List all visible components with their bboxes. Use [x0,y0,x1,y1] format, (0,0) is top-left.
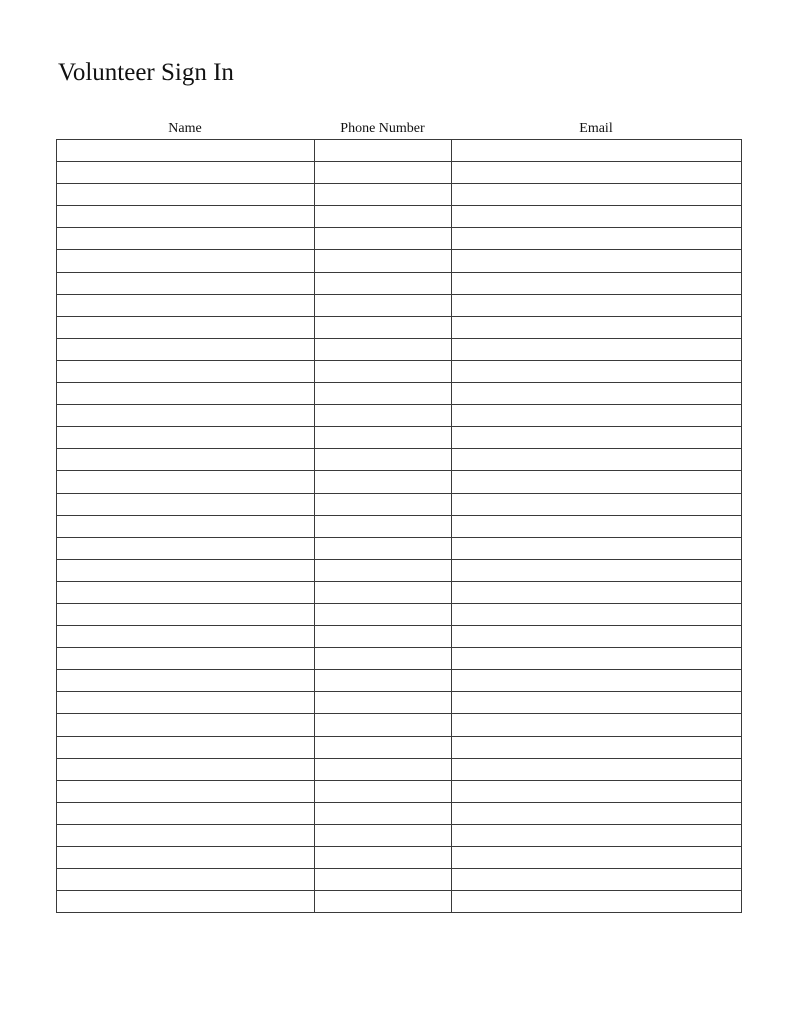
name-cell[interactable] [57,802,315,824]
table-row [57,559,742,581]
phone-number-cell[interactable] [315,294,452,316]
name-cell[interactable] [57,316,315,338]
email-cell[interactable] [452,714,742,736]
phone-number-cell[interactable] [315,847,452,869]
name-cell[interactable] [57,449,315,471]
phone-number-cell[interactable] [315,714,452,736]
table-row [57,537,742,559]
table-row [57,670,742,692]
table-row [57,824,742,846]
email-cell[interactable] [452,736,742,758]
table-row [57,427,742,449]
table-row [57,891,742,913]
table-row [57,493,742,515]
name-cell[interactable] [57,692,315,714]
name-cell[interactable] [57,383,315,405]
email-cell[interactable] [452,537,742,559]
phone-number-cell[interactable] [315,405,452,427]
table-row [57,692,742,714]
name-cell[interactable] [57,758,315,780]
name-cell[interactable] [57,603,315,625]
phone-number-cell[interactable] [315,493,452,515]
email-cell[interactable] [452,294,742,316]
name-cell[interactable] [57,338,315,360]
table-row [57,626,742,648]
email-cell[interactable] [452,692,742,714]
name-cell[interactable] [57,294,315,316]
email-cell[interactable] [452,626,742,648]
table-row [57,206,742,228]
phone-number-cell[interactable] [315,316,452,338]
table-row [57,383,742,405]
name-cell[interactable] [57,559,315,581]
table-row [57,162,742,184]
email-cell[interactable] [452,559,742,581]
table-row [57,758,742,780]
name-cell[interactable] [57,206,315,228]
table-row [57,250,742,272]
name-cell[interactable] [57,272,315,294]
phone-number-cell[interactable] [315,626,452,648]
email-cell[interactable] [452,405,742,427]
table-row [57,603,742,625]
phone-number-cell[interactable] [315,228,452,250]
phone-number-cell[interactable] [315,162,452,184]
email-cell[interactable] [452,272,742,294]
phone-number-cell[interactable] [315,206,452,228]
email-cell[interactable] [452,515,742,537]
table-row [57,294,742,316]
name-cell[interactable] [57,648,315,670]
sign-in-table [56,139,742,913]
table-row [57,449,742,471]
name-cell[interactable] [57,228,315,250]
name-cell[interactable] [57,140,315,162]
name-cell[interactable] [57,869,315,891]
email-cell[interactable] [452,449,742,471]
phone-number-cell[interactable] [315,471,452,493]
phone-number-cell[interactable] [315,670,452,692]
column-header-phone-number: Phone Number [340,121,425,136]
phone-number-cell[interactable] [315,802,452,824]
table-row [57,714,742,736]
email-cell[interactable] [452,140,742,162]
phone-number-cell[interactable] [315,758,452,780]
table-row [57,802,742,824]
name-cell[interactable] [57,714,315,736]
email-cell[interactable] [452,206,742,228]
phone-number-cell[interactable] [315,603,452,625]
table-row [57,581,742,603]
column-header-name: Name [168,121,202,136]
name-cell[interactable] [57,736,315,758]
phone-number-cell[interactable] [315,449,452,471]
table-row [57,736,742,758]
email-cell[interactable] [452,758,742,780]
email-cell[interactable] [452,891,742,913]
phone-number-cell[interactable] [315,780,452,802]
name-cell[interactable] [57,405,315,427]
email-cell[interactable] [452,471,742,493]
email-cell[interactable] [452,847,742,869]
email-cell[interactable] [452,824,742,846]
email-cell[interactable] [452,427,742,449]
table-row [57,780,742,802]
email-cell[interactable] [452,383,742,405]
name-cell[interactable] [57,626,315,648]
name-cell[interactable] [57,581,315,603]
name-cell[interactable] [57,780,315,802]
phone-number-cell[interactable] [315,736,452,758]
table-row [57,228,742,250]
name-cell[interactable] [57,891,315,913]
email-cell[interactable] [452,780,742,802]
name-cell[interactable] [57,471,315,493]
email-cell[interactable] [452,162,742,184]
phone-number-cell[interactable] [315,692,452,714]
phone-number-cell[interactable] [315,272,452,294]
sign-in-table-body [57,140,742,913]
table-row [57,869,742,891]
phone-number-cell[interactable] [315,515,452,537]
table-row [57,184,742,206]
phone-number-cell[interactable] [315,559,452,581]
phone-number-cell[interactable] [315,427,452,449]
name-cell[interactable] [57,184,315,206]
phone-number-cell[interactable] [315,250,452,272]
phone-number-cell[interactable] [315,184,452,206]
table-row [57,316,742,338]
phone-number-cell[interactable] [315,360,452,382]
email-cell[interactable] [452,228,742,250]
phone-number-cell[interactable] [315,891,452,913]
name-cell[interactable] [57,824,315,846]
table-row [57,405,742,427]
email-cell[interactable] [452,603,742,625]
name-cell[interactable] [57,493,315,515]
email-cell[interactable] [452,250,742,272]
phone-number-cell[interactable] [315,338,452,360]
email-cell[interactable] [452,360,742,382]
column-header-email: Email [579,121,613,136]
phone-number-cell[interactable] [315,824,452,846]
phone-number-cell[interactable] [315,140,452,162]
table-row [57,360,742,382]
phone-number-cell[interactable] [315,537,452,559]
table-row [57,140,742,162]
email-cell[interactable] [452,869,742,891]
name-cell[interactable] [57,537,315,559]
name-cell[interactable] [57,847,315,869]
page-title: Volunteer Sign In [58,59,234,86]
email-cell[interactable] [452,802,742,824]
name-cell[interactable] [57,515,315,537]
email-cell[interactable] [452,316,742,338]
email-cell[interactable] [452,581,742,603]
name-cell[interactable] [57,360,315,382]
table-row [57,338,742,360]
phone-number-cell[interactable] [315,581,452,603]
name-cell[interactable] [57,670,315,692]
table-row [57,515,742,537]
email-cell[interactable] [452,648,742,670]
email-cell[interactable] [452,338,742,360]
phone-number-cell[interactable] [315,648,452,670]
phone-number-cell[interactable] [315,383,452,405]
name-cell[interactable] [57,250,315,272]
table-row [57,272,742,294]
table-row [57,847,742,869]
phone-number-cell[interactable] [315,869,452,891]
email-cell[interactable] [452,670,742,692]
name-cell[interactable] [57,162,315,184]
email-cell[interactable] [452,184,742,206]
table-row [57,648,742,670]
column-headers [56,119,741,139]
email-cell[interactable] [452,493,742,515]
table-row [57,471,742,493]
name-cell[interactable] [57,427,315,449]
